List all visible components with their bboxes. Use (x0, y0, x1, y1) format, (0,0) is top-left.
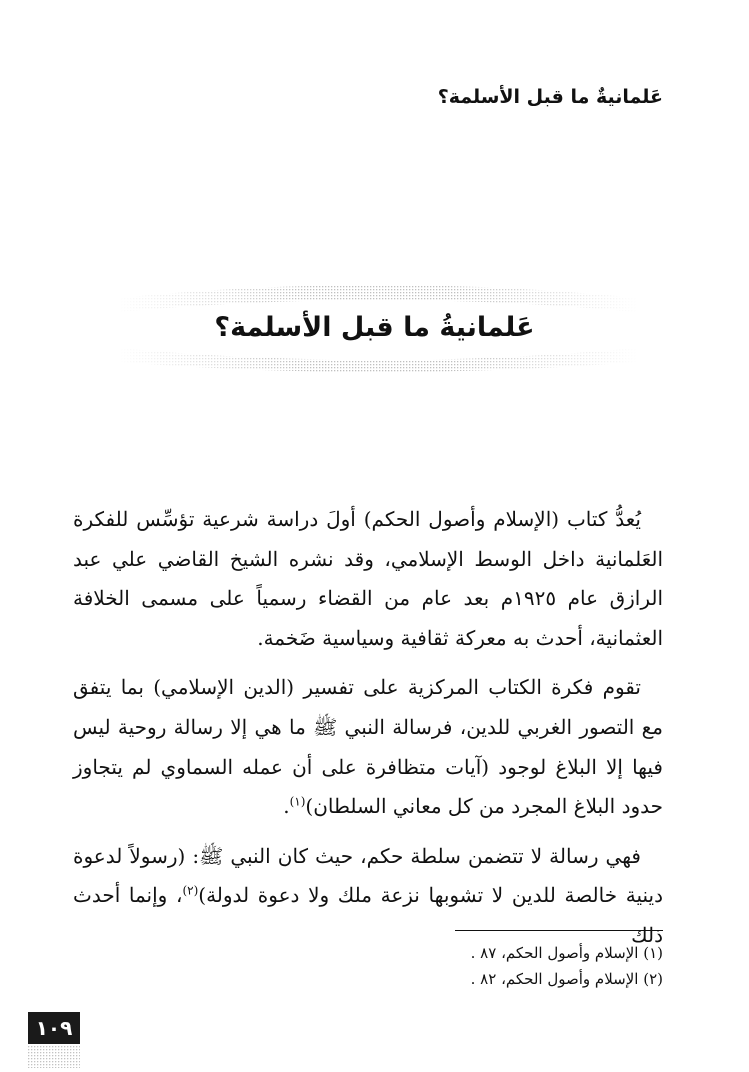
chapter-title: عَلمانيةُ ما قبل الأسلمة؟ (214, 312, 535, 343)
paragraph-text: تقوم فكرة الكتاب المركزية على تفسير (الدين الإسلامي) بما يتفق مع التصور الغربي للدين، فرسالة النبي ﷺ ما هي إلا رسالة روحية ليس فيها إلا البلاغ لوجود (آيات متظافرة على أن عمله السماوي لم يتجاوز حدود البلاغ المجرد من كل معاني السلطان) (73, 675, 663, 819)
paragraph-end: ، وإنما أحدث ذلك (73, 883, 663, 947)
footnote-2: (٢) الإسلام وأصول الحكم، ٨٢ . (470, 970, 663, 988)
footnote-divider (455, 930, 663, 931)
page-number-shadow-icon (28, 1046, 80, 1068)
running-header: عَلمانيةٌ ما قبل الأسلمة؟ (437, 86, 663, 108)
footnote-1: (١) الإسلام وأصول الحكم، ٨٧ . (470, 944, 663, 962)
page-number: ١٠٩ (28, 1012, 80, 1044)
footnote-ref: (١) (289, 794, 306, 809)
paragraph (73, 837, 663, 956)
footnotes (263, 940, 663, 992)
paragraph-end: . (283, 794, 290, 819)
footnote-ref: (٢) (182, 883, 199, 898)
paragraph (73, 668, 663, 826)
paragraph: يُعدُّ كتاب (الإسلام وأصول الحكم) أولَ دراسة شرعية تؤسِّس للفكرة العَلمانية داخل الوسط الإسلامي، وقد نشره الشيخ القاضي علي عبد الرازق عام ١٩٢٥م بعد عام من القضاء رسمياً على مسمى الخلافة العثمانية، أحدث به معركة ثقافية وسياسية ضَخمة. (73, 507, 664, 650)
body-text (73, 500, 663, 956)
paragraph-text: فهي رسالة لا تتضمن سلطة حكم، حيث كان النبي ﷺ: (رسولاً لدعوة دينية خالصة للدين لا تشوبها نزعة ملك ولا دعوة لدولة) (73, 843, 663, 908)
